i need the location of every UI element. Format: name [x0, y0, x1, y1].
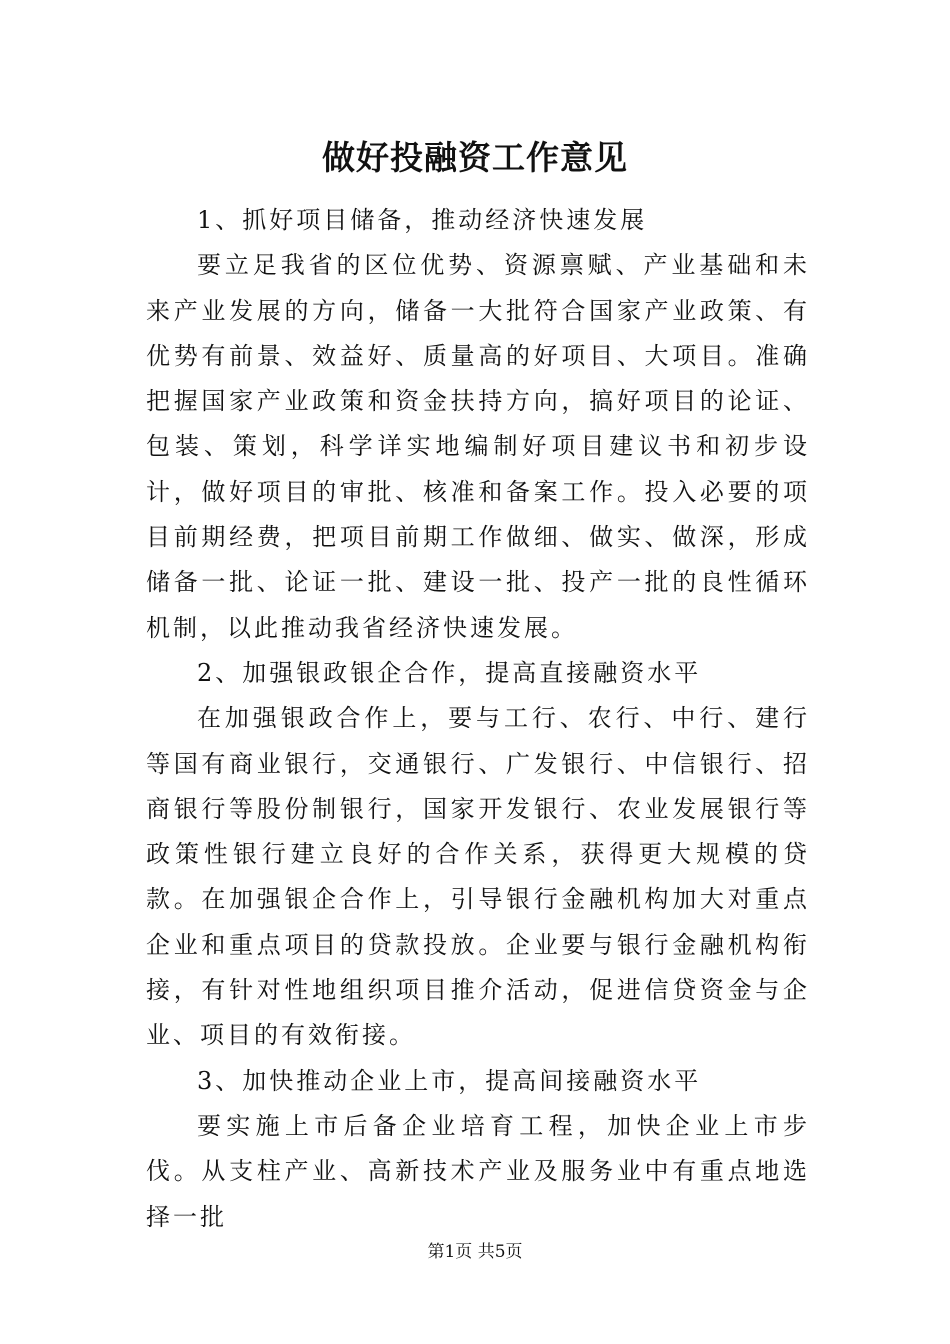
page-number-footer: 第1页 共5页: [427, 1242, 523, 1262]
section-heading-2: 2、加强银政银企合作，提高直接融资水平: [197, 658, 702, 687]
section-paragraph-2: 在加强银政合作上，要与工行、农行、中行、建行等国有商业银行，交通银行、广发银行、中信银行、招商银行等股份制银行，国家开发银行、农业发展银行等政策性银行建立良好的合作关系，获得更大规模的贷款。在加强银企合作上，引导银行金融机构加大对重点企业和重点项目的贷款投放。企业要与银行金融机构衔接，有针对性地组织项目推介活动，促进信贷资金与企业、项目的有效衔接。: [146, 704, 810, 1050]
section-heading-3: 3、加快推动企业上市，提高间接融资水平: [197, 1066, 702, 1095]
section-paragraph-1: 要立足我省的区位优势、资源禀赋、产业基础和未来产业发展的方向，储备一大批符合国家产业政策、有优势有前景、效益好、质量高的好项目、大项目。准确把握国家产业政策和资金扶持方向，搞好项目的论证、包装、策划，科学详实地编制好项目建议书和初步设计，做好项目的审批、核准和备案工作。投入必要的项目前期经费，把项目前期工作做细、做实、做深，形成储备一批、论证一批、建设一批、投产一批的良性循环机制，以此推动我省经济快速发展。: [146, 251, 810, 642]
section-heading-1: 1、抓好项目储备，推动经济快速发展: [197, 206, 648, 234]
document-body: [146, 198, 810, 1240]
section-paragraph-3: 要实施上市后备企业培育工程，加快企业上市步伐。从支柱产业、高新技术产业及服务业中有重点地选择一批: [146, 1111, 810, 1231]
document-title: 做好投融资工作意见: [322, 138, 628, 177]
